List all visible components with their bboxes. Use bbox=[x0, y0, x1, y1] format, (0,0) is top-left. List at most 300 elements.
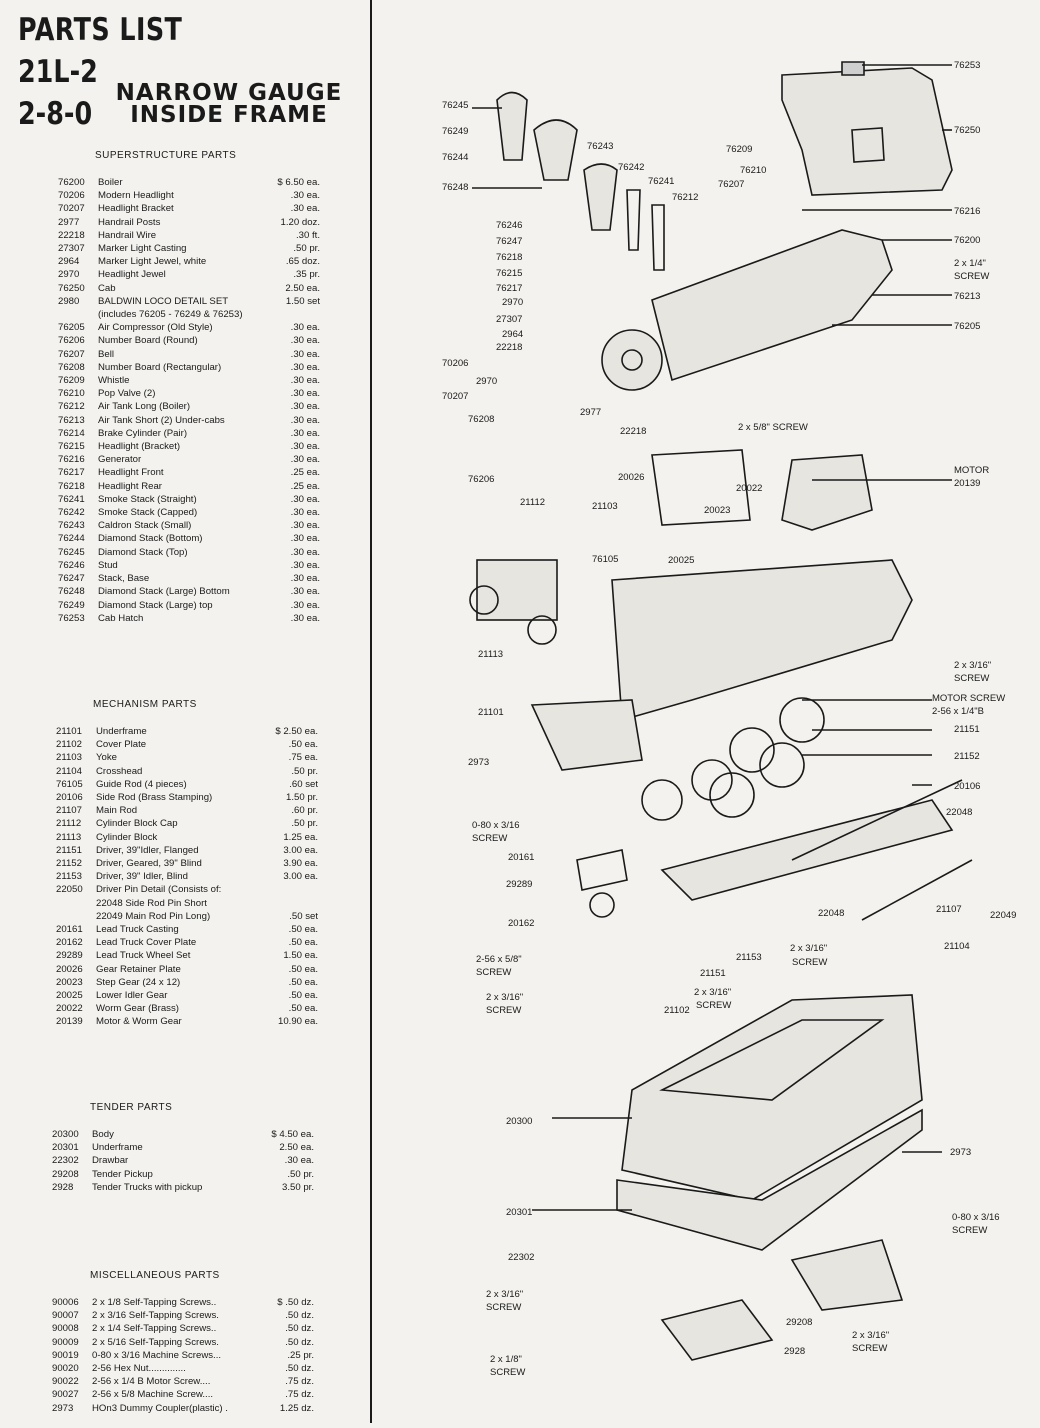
part-price: .50 pr. bbox=[287, 1168, 314, 1180]
part-number: 21102 bbox=[56, 739, 82, 751]
diagram-label: 21112 bbox=[520, 497, 546, 508]
part-description: 2-56 Hex Nut.............. bbox=[92, 1363, 186, 1375]
subtitle-line-2: INSIDE FRAME bbox=[130, 102, 328, 128]
diagram-label: 76215 bbox=[496, 268, 523, 279]
part-price: .50 dz. bbox=[285, 1323, 314, 1335]
driver-4-drawing bbox=[780, 698, 824, 742]
diagram-label: 76105 bbox=[592, 554, 619, 565]
part-price: .50 dz. bbox=[285, 1336, 314, 1348]
part-number: 2970 bbox=[58, 269, 80, 281]
part-row bbox=[58, 599, 320, 612]
part-row bbox=[56, 976, 318, 989]
part-description: Crosshead bbox=[96, 765, 143, 777]
part-description: Lower Idler Gear bbox=[96, 990, 168, 1002]
diagram-label: 21101 bbox=[478, 707, 504, 718]
part-price: .30 ea. bbox=[290, 361, 320, 373]
part-number: 90027 bbox=[52, 1389, 79, 1401]
part-row bbox=[56, 936, 318, 949]
tender-list bbox=[52, 1128, 314, 1194]
part-description: Diamond Stack (Top) bbox=[98, 546, 188, 558]
diagram-label: 76249 bbox=[442, 126, 469, 137]
part-description: Handrail Posts bbox=[98, 216, 161, 228]
diagram-label: 76207 bbox=[718, 179, 745, 190]
part-number: 76215 bbox=[58, 441, 85, 453]
diagram-label: 76210 bbox=[740, 165, 767, 176]
part-number bbox=[56, 897, 96, 910]
caldron-stack-drawing bbox=[584, 164, 617, 230]
part-description: BALDWIN LOCO DETAIL SET bbox=[98, 295, 229, 307]
diagram-label: 76205 bbox=[954, 321, 981, 332]
diagram-label: 22048 bbox=[818, 908, 845, 919]
part-price: .30 ea. bbox=[290, 322, 320, 334]
part-row bbox=[56, 751, 318, 764]
diagram-label: SCREW bbox=[952, 1225, 988, 1236]
part-description: Handrail Wire bbox=[98, 229, 157, 241]
diagram-label: 2973 bbox=[950, 1147, 972, 1158]
part-description: Bell bbox=[98, 348, 114, 360]
part-number: 20022 bbox=[56, 1003, 83, 1015]
subtitle-line-1: NARROW GAUGE bbox=[115, 80, 343, 106]
part-row bbox=[52, 1181, 314, 1194]
part-price: 3.90 ea. bbox=[283, 858, 318, 870]
part-number: 76253 bbox=[58, 612, 85, 624]
part-number: 20301 bbox=[52, 1142, 79, 1154]
part-row bbox=[58, 559, 320, 572]
part-number: 90020 bbox=[52, 1363, 79, 1375]
part-number: 21107 bbox=[56, 805, 82, 817]
diagram-label: 70207 bbox=[442, 391, 469, 402]
subtitle bbox=[104, 82, 354, 126]
part-row bbox=[58, 453, 320, 466]
diagram-label: 2970 bbox=[476, 376, 498, 387]
part-description: 2 x 1/8 Self-Tapping Screws.. bbox=[92, 1297, 217, 1308]
part-number: 20139 bbox=[56, 1016, 83, 1028]
part-number: 70207 bbox=[58, 203, 85, 215]
part-description: Driver Pin Detail (Consists of: bbox=[96, 884, 222, 896]
diagram-label: 2 x 5/8" SCREW bbox=[738, 422, 808, 433]
part-row bbox=[52, 1128, 314, 1141]
part-number: 76209 bbox=[58, 375, 85, 387]
part-row bbox=[56, 923, 318, 936]
cab-hatch-drawing bbox=[842, 62, 864, 75]
part-row bbox=[56, 910, 318, 923]
part-price: .60 pr. bbox=[291, 805, 318, 817]
part-number: 76249 bbox=[58, 599, 85, 611]
part-row bbox=[56, 778, 318, 791]
diagram-label: 76250 bbox=[954, 125, 981, 136]
part-description: Diamond Stack (Large) Bottom bbox=[98, 586, 230, 598]
part-number: 21151 bbox=[56, 844, 82, 856]
cab-drawing bbox=[782, 68, 952, 195]
part-description: (includes 76205 - 76249 & 76253) bbox=[98, 309, 243, 321]
part-price: .30 ea. bbox=[290, 388, 320, 400]
part-description: Pop Valve (2) bbox=[98, 388, 156, 400]
diagram-label: 20026 bbox=[618, 472, 645, 483]
part-price: .30 ea. bbox=[290, 375, 320, 387]
diagram-label: SCREW bbox=[476, 967, 512, 978]
part-row bbox=[52, 1388, 314, 1401]
part-description: 22049 Main Rod Pin Long) bbox=[96, 910, 211, 922]
part-number: 76208 bbox=[58, 361, 85, 373]
part-price: .50 ea. bbox=[288, 976, 318, 988]
part-price bbox=[266, 897, 318, 910]
part-number: 90009 bbox=[52, 1336, 79, 1348]
part-description: Step Gear (24 x 12) bbox=[96, 976, 181, 988]
diagram-label: 76218 bbox=[496, 252, 523, 263]
part-row bbox=[58, 387, 320, 400]
diagram-label: 0-80 x 3/16 bbox=[952, 1212, 1000, 1223]
driver-3-drawing bbox=[730, 728, 774, 772]
part-description: Generator bbox=[98, 454, 142, 466]
part-row bbox=[56, 883, 318, 896]
part-number bbox=[58, 308, 98, 321]
mechanism-list bbox=[56, 725, 318, 1029]
diagram-label: 21107 bbox=[936, 904, 962, 915]
diagram-label: 29208 bbox=[786, 1317, 813, 1328]
diamond-stack-large-drawing bbox=[534, 120, 577, 180]
driver-6-drawing bbox=[760, 743, 804, 787]
part-description: Motor & Worm Gear bbox=[96, 1016, 182, 1028]
diagram-label: 76253 bbox=[954, 60, 981, 71]
part-number: 20106 bbox=[56, 792, 83, 804]
part-description: 0-80 x 3/16 Machine Screws... bbox=[92, 1349, 222, 1361]
part-description: Driver, 39" Idler, Blind bbox=[96, 871, 188, 883]
part-price: .50 ea. bbox=[288, 739, 318, 751]
part-description: Stud bbox=[98, 559, 118, 571]
diagram-label: 0-80 x 3/16 bbox=[472, 820, 520, 831]
part-price: .50 ea. bbox=[288, 924, 318, 936]
smokebox-front-drawing bbox=[602, 330, 662, 390]
diagram-label: 20300 bbox=[506, 1116, 533, 1127]
part-price: .50 ea. bbox=[288, 937, 318, 949]
part-row bbox=[58, 414, 320, 427]
part-description: Air Tank Short (2) Under-cabs bbox=[98, 414, 225, 426]
part-description: Headlight Rear bbox=[98, 480, 162, 492]
part-row bbox=[58, 400, 320, 413]
part-description: 22048 Side Rod Pin Short bbox=[96, 897, 207, 909]
part-price: .25 pr. bbox=[287, 1349, 314, 1361]
part-price: .60 set bbox=[289, 778, 318, 790]
part-number: 90007 bbox=[52, 1310, 79, 1322]
part-row bbox=[52, 1154, 314, 1167]
part-price: 10.90 ea. bbox=[277, 1016, 318, 1028]
part-price: .30 ea. bbox=[290, 454, 320, 466]
superstructure-list bbox=[58, 176, 320, 625]
part-number: 2928 bbox=[52, 1181, 74, 1193]
part-description: Cylinder Block bbox=[96, 831, 158, 843]
part-description: Underframe bbox=[92, 1142, 143, 1154]
part-description: Cab Hatch bbox=[98, 612, 144, 624]
cover-plate-drawing bbox=[662, 800, 952, 900]
part-description: 2 x 5/16 Self-Tapping Screws. bbox=[92, 1336, 219, 1348]
part-price: 2.50 ea. bbox=[279, 1142, 314, 1154]
part-number: 2977 bbox=[58, 216, 80, 228]
part-price: .30 ea. bbox=[290, 493, 320, 505]
diagram-label: MOTOR SCREW bbox=[932, 693, 1006, 704]
part-price: .50 set bbox=[289, 910, 318, 922]
diagram-label: 21151 bbox=[954, 724, 980, 735]
part-number: 76242 bbox=[58, 507, 85, 519]
part-price: 2.50 ea. bbox=[285, 282, 320, 294]
part-description: Lead Truck Casting bbox=[96, 924, 179, 936]
part-price: .30 ea. bbox=[290, 414, 320, 426]
part-row bbox=[58, 321, 320, 334]
part-number: 20161 bbox=[56, 924, 83, 936]
part-price: 3.00 ea. bbox=[283, 871, 318, 883]
diagram-label: 2 x 3/16" bbox=[790, 943, 828, 954]
part-price: .50 dz. bbox=[285, 1363, 314, 1375]
part-number: 76244 bbox=[58, 533, 85, 545]
diagram-label: 76247 bbox=[496, 236, 523, 247]
part-row bbox=[58, 427, 320, 440]
part-row bbox=[58, 202, 320, 215]
part-row bbox=[58, 519, 320, 532]
part-price: .30 ea. bbox=[290, 559, 320, 571]
part-row bbox=[56, 791, 318, 804]
diagram-label: 21113 bbox=[478, 649, 504, 660]
part-number: 20025 bbox=[56, 990, 83, 1002]
part-number: 90006 bbox=[52, 1297, 79, 1308]
part-price: .30 ea. bbox=[290, 573, 320, 585]
part-row bbox=[58, 334, 320, 347]
part-row bbox=[58, 612, 320, 625]
part-description: Marker Light Casting bbox=[98, 243, 187, 255]
part-price: 1.25 dz. bbox=[279, 1402, 314, 1414]
part-price: .25 ea. bbox=[290, 480, 320, 492]
part-row bbox=[58, 242, 320, 255]
part-row bbox=[56, 1015, 318, 1028]
diagram-label: 2 x 3/16" bbox=[486, 1289, 524, 1300]
part-price: 1.20 doz. bbox=[280, 216, 320, 228]
diagram-label: MOTOR bbox=[954, 465, 990, 476]
part-price: .65 doz. bbox=[285, 256, 320, 268]
part-price: 1.50 pr. bbox=[285, 792, 318, 804]
boiler-drawing bbox=[652, 230, 892, 380]
diagram-label: 21152 bbox=[954, 751, 980, 762]
part-price: .50 pr. bbox=[291, 765, 318, 777]
part-description: Number Board (Round) bbox=[98, 335, 198, 347]
part-number: 21113 bbox=[56, 831, 82, 843]
part-row bbox=[58, 440, 320, 453]
part-number: 90008 bbox=[52, 1323, 79, 1335]
diagram-label: 76243 bbox=[587, 141, 614, 152]
diagram-label: 76213 bbox=[954, 291, 981, 302]
part-description: Cover Plate bbox=[96, 739, 147, 751]
part-number: 76212 bbox=[58, 401, 85, 413]
part-number: 76200 bbox=[58, 177, 85, 188]
part-price: .30 ea. bbox=[290, 520, 320, 532]
part-price: .50 ea. bbox=[288, 990, 318, 1002]
driver-2-drawing bbox=[692, 760, 732, 800]
diagram-label: 29289 bbox=[506, 879, 533, 890]
diagram-label: 2964 bbox=[502, 329, 524, 340]
part-row bbox=[58, 282, 320, 295]
model-number: 21L-2 bbox=[18, 54, 98, 90]
part-number: 76243 bbox=[58, 520, 85, 532]
part-number: 21153 bbox=[56, 871, 82, 883]
part-row bbox=[58, 585, 320, 598]
part-row bbox=[52, 1336, 314, 1349]
part-price: 1.50 ea. bbox=[283, 950, 318, 962]
diagram-label: 20162 bbox=[508, 918, 535, 929]
part-description: Modern Headlight bbox=[98, 190, 174, 202]
diagram-label: 2-56 x 1/4"B bbox=[932, 706, 984, 717]
exploded-diagram bbox=[372, 0, 1040, 1423]
part-row bbox=[56, 989, 318, 1002]
diagram-label: 22049 bbox=[990, 910, 1017, 921]
part-number: 76207 bbox=[58, 348, 85, 360]
driver-1-drawing bbox=[642, 780, 682, 820]
part-row bbox=[52, 1309, 314, 1322]
diagram-label: 27307 bbox=[496, 314, 523, 325]
part-number: 76105 bbox=[56, 778, 83, 790]
part-row bbox=[52, 1402, 314, 1415]
diagram-label: 22048 bbox=[946, 807, 973, 818]
superstructure-title: SUPERSTRUCTURE PARTS bbox=[95, 150, 237, 161]
part-price: 3.50 pr. bbox=[281, 1181, 314, 1193]
part-price: 3.00 ea. bbox=[283, 844, 318, 856]
part-number: 2980 bbox=[58, 295, 80, 307]
part-row bbox=[56, 765, 318, 778]
part-row bbox=[52, 1349, 314, 1362]
part-price: 1.50 set bbox=[285, 295, 320, 307]
part-row bbox=[52, 1296, 314, 1309]
part-description: Boiler bbox=[98, 177, 123, 188]
diagram-label: 20139 bbox=[954, 478, 981, 489]
diagram-label: 21102 bbox=[664, 1005, 690, 1016]
part-description: Side Rod (Brass Stamping) bbox=[96, 792, 213, 804]
lead-truck-drawing bbox=[577, 850, 627, 890]
part-row bbox=[52, 1375, 314, 1388]
part-price: $ .50 dz. bbox=[277, 1297, 314, 1308]
part-price: .30 ea. bbox=[290, 586, 320, 598]
part-row bbox=[58, 216, 320, 229]
part-row bbox=[58, 189, 320, 202]
diagram-label: SCREW bbox=[486, 1302, 522, 1313]
part-row bbox=[58, 255, 320, 268]
part-description: Lead Truck Wheel Set bbox=[96, 950, 191, 962]
part-row bbox=[58, 295, 320, 308]
diagram-label: SCREW bbox=[792, 957, 828, 968]
part-description: Stack, Base bbox=[98, 573, 150, 585]
part-number: 2964 bbox=[58, 256, 80, 268]
diagram-label: 76206 bbox=[468, 474, 495, 485]
part-price: .30 ea. bbox=[290, 190, 320, 202]
part-price: .30 ea. bbox=[290, 612, 320, 624]
part-number: 20162 bbox=[56, 937, 83, 949]
underframe-drawing bbox=[612, 560, 912, 720]
part-number: 76210 bbox=[58, 388, 85, 400]
part-description: Body bbox=[92, 1129, 114, 1140]
part-row bbox=[58, 308, 320, 321]
diagram-label: 21104 bbox=[944, 941, 970, 952]
part-price: .30 ea. bbox=[290, 427, 320, 439]
diagram-label: 76246 bbox=[496, 220, 523, 231]
cylinder-block-drawing bbox=[477, 560, 557, 620]
diagram-label: 22218 bbox=[620, 426, 647, 437]
part-number: 22050 bbox=[56, 884, 83, 896]
part-price: .30 ea. bbox=[284, 1155, 314, 1167]
part-price: .75 dz. bbox=[285, 1376, 314, 1388]
diagram-label: 76241 bbox=[648, 176, 675, 187]
part-number: 20300 bbox=[52, 1129, 79, 1140]
diagram-label: 2977 bbox=[580, 407, 602, 418]
part-number: 76245 bbox=[58, 546, 85, 558]
part-description: Headlight Jewel bbox=[98, 269, 166, 281]
part-row bbox=[58, 493, 320, 506]
part-description: Diamond Stack (Bottom) bbox=[98, 533, 203, 545]
tender-truck-front-drawing bbox=[662, 1300, 772, 1360]
part-price: .25 ea. bbox=[290, 467, 320, 479]
diagram-label: 2 x 3/16" bbox=[694, 987, 732, 998]
part-row bbox=[58, 466, 320, 479]
part-price: .50 pr. bbox=[291, 818, 318, 830]
part-description: Brake Cylinder (Pair) bbox=[98, 427, 188, 439]
part-description: Driver, 39"Idler, Flanged bbox=[96, 844, 199, 856]
diagram-label: SCREW bbox=[490, 1367, 526, 1378]
part-row bbox=[58, 546, 320, 559]
part-number: 21101 bbox=[56, 726, 82, 737]
part-price: $ 4.50 ea. bbox=[271, 1129, 314, 1140]
diagram-label: 76212 bbox=[672, 192, 699, 203]
part-number: 90019 bbox=[52, 1349, 79, 1361]
parts-list-heading: PARTS LIST bbox=[18, 12, 183, 48]
part-description: 2-56 x 1/4 B Motor Screw.... bbox=[92, 1376, 211, 1388]
diagram-label: SCREW bbox=[954, 271, 990, 282]
part-description: Gear Retainer Plate bbox=[96, 963, 181, 975]
diagram-label: 76242 bbox=[618, 162, 645, 173]
diagram-label: 2 x 3/16" bbox=[486, 992, 524, 1003]
diagram-label: 76200 bbox=[954, 235, 981, 246]
diagram-label: 2 x 1/4" bbox=[954, 258, 986, 269]
part-number: 76205 bbox=[58, 322, 85, 334]
part-row bbox=[58, 532, 320, 545]
diagram-label: 76244 bbox=[442, 152, 469, 163]
part-price: .30 ea. bbox=[290, 335, 320, 347]
part-description: Guide Rod (4 pieces) bbox=[96, 778, 187, 790]
part-row bbox=[56, 897, 318, 910]
part-number: 20026 bbox=[56, 963, 83, 975]
part-description: Smoke Stack (Capped) bbox=[98, 507, 198, 519]
part-price: .75 dz. bbox=[285, 1389, 314, 1401]
part-price bbox=[266, 883, 318, 896]
capped-stack-drawing bbox=[627, 190, 640, 250]
part-price: .50 pr. bbox=[293, 243, 320, 255]
misc-title: MISCELLANEOUS PARTS bbox=[90, 1270, 220, 1281]
diagram-label: 76216 bbox=[954, 206, 981, 217]
part-price: .35 pr. bbox=[293, 269, 320, 281]
diagram-label: SCREW bbox=[852, 1343, 888, 1354]
part-row bbox=[58, 572, 320, 585]
diagram-label: 2973 bbox=[468, 757, 490, 768]
diagram-label: 20161 bbox=[508, 852, 535, 863]
part-price: .30 ea. bbox=[290, 348, 320, 360]
part-description: Headlight Front bbox=[98, 467, 164, 479]
part-description: Underframe bbox=[96, 726, 147, 737]
part-number: 21112 bbox=[56, 818, 82, 830]
part-number: 76248 bbox=[58, 586, 85, 598]
diagram-label: 2970 bbox=[502, 297, 524, 308]
part-description: 2 x 3/16 Self-Tapping Screws. bbox=[92, 1310, 219, 1322]
part-description: Lead Truck Cover Plate bbox=[96, 937, 197, 949]
part-description: Number Board (Rectangular) bbox=[98, 361, 222, 373]
part-description: Whistle bbox=[98, 375, 130, 387]
lead-truck-wheel-drawing bbox=[590, 893, 614, 917]
part-description: Driver, Geared, 39" Blind bbox=[96, 858, 202, 870]
part-price: .30 ea. bbox=[290, 401, 320, 413]
diagram-label: SCREW bbox=[486, 1005, 522, 1016]
part-price: 1.25 ea. bbox=[283, 831, 318, 843]
